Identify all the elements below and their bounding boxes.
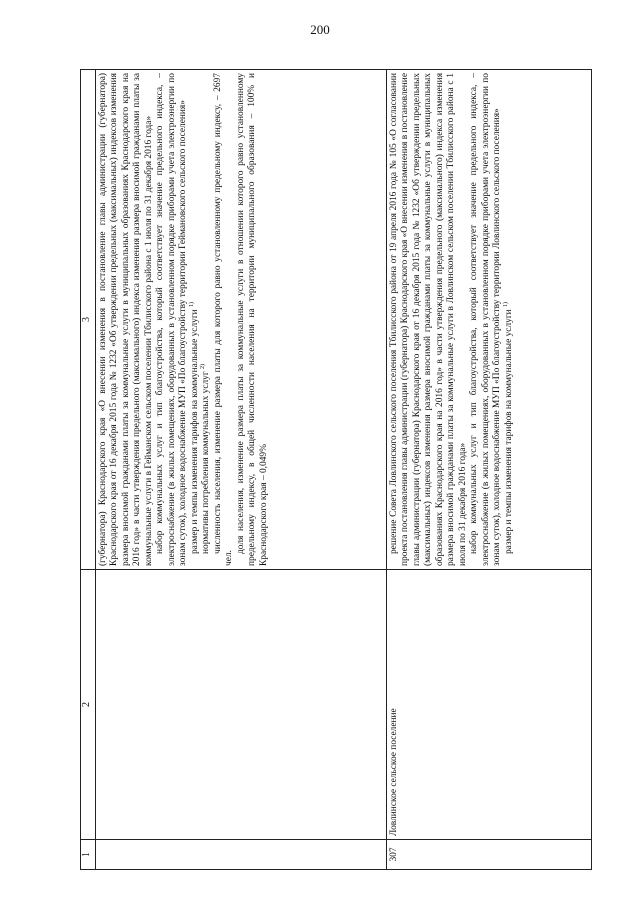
municipal-index-table: [80, 69, 592, 870]
row-paragraph: набор коммунальных услуг и тип благоустройства, который соответствует значение предельного индекса, – электроснабжение (в жилых помещениях, оборудованных в установленном порядке приборами учета электроэнергии по зонам суток), холодное водоснабжение МУП «По благоустройству территории Ловлинского сельского поселения»: [469, 73, 503, 566]
tariffs-line: размер и темпы изменения тарифов на коммунальные услуги: [503, 309, 514, 554]
footnote-mark: 2): [200, 363, 207, 369]
continuation-text-cell: [96, 70, 387, 570]
continuation-settlement-cell: [96, 570, 387, 840]
norms-line: нормативы потребления коммунальных услуг: [201, 371, 212, 554]
header-row: [81, 70, 96, 870]
continuation-row: [96, 70, 387, 870]
page-number: 200: [310, 22, 330, 37]
table-rotator: [80, 70, 592, 870]
continuation-paragraph: набор коммунальных услуг и тип благоустройства, который соответствует значение предельного индекса, –электроснабжение (в жилых помещениях, оборудованных в установленном порядке приборами учета электроэнергии по зонам суток), холодное водоснабжение МУП «По благоустройству территории Геймановского сельского поселения»: [155, 73, 189, 566]
continuation-paragraph: [201, 73, 212, 566]
footnote-mark: 1): [502, 301, 509, 307]
continuation-paragraph: доля населения, изменение размера платы за коммунальные услуги в отношении которого равно установленному предельному индексу, в общей численности населения на территории муниципального образования – 100% и Краснодарского края – 0,049%: [235, 73, 269, 566]
tariffs-line: размер и темпы изменения тарифов на коммунальные услуги: [189, 309, 200, 554]
continuation-paragraph: (губернатора) Краснодарского края «О внесении изменения в постановление главы администрации (губернатора) Краснодарского края от 16 декабря 2015 года № 1232 «Об утверждении предельных (максимальных) индексов изменения размера вносимой гражданами платы за коммунальные услуги в муниципальных образованиях Краснодарского края на 2016 год» в части утверждения предельного (максимального) индекса изменения размера вносимой гражданами платы за коммунальные услуги в Гейманском сельском поселении Тбилисского района с 1 июля по 31 декабря 2016 года»: [98, 73, 154, 566]
table-row: [387, 70, 592, 870]
rotated-table-frame: [80, 70, 592, 870]
header-col-2: 2: [81, 570, 96, 840]
header-col-1: 1: [81, 840, 96, 870]
footnote-mark: 1): [188, 301, 195, 307]
row-paragraph: решение Совета Ловлинского сельского поселения Тбилисского района от 19 апреля 2016 года № 105 «О согласовании проекта постановления главы администрации (губернатора) Краснодарского края «О внесении изменения в постановление главы администрации (губернатора) Краснодарского края от 16 декабря 2015 года № 1232 «Об утверждении предельных (максимальных) индексов изменения размера вносимой гражданами платы за коммунальные услуги в муниципальных образованиях Краснодарского края на 2016 год» в части утверждения предельного (максимального) индекса изменения размера вносимой гражданами платы за коммунальные услуги в Ловлинском сельском поселении Тбилисского района с 1 июля по 31 декабря 2016 года»: [389, 73, 468, 566]
header-col-3: 3: [81, 70, 96, 570]
continuation-paragraph: численность населения, изменение размера платы для которого равно установленному предельному индексу, – 2697 чел.: [212, 73, 235, 566]
settlement-name-cell: Ловлинское сельское поселение: [387, 570, 592, 840]
row-paragraph: [504, 73, 515, 566]
continuation-paragraph: [190, 73, 201, 566]
row-text-cell: [387, 70, 592, 570]
continuation-number-cell: [96, 840, 387, 870]
row-number-cell: 307: [387, 840, 592, 870]
